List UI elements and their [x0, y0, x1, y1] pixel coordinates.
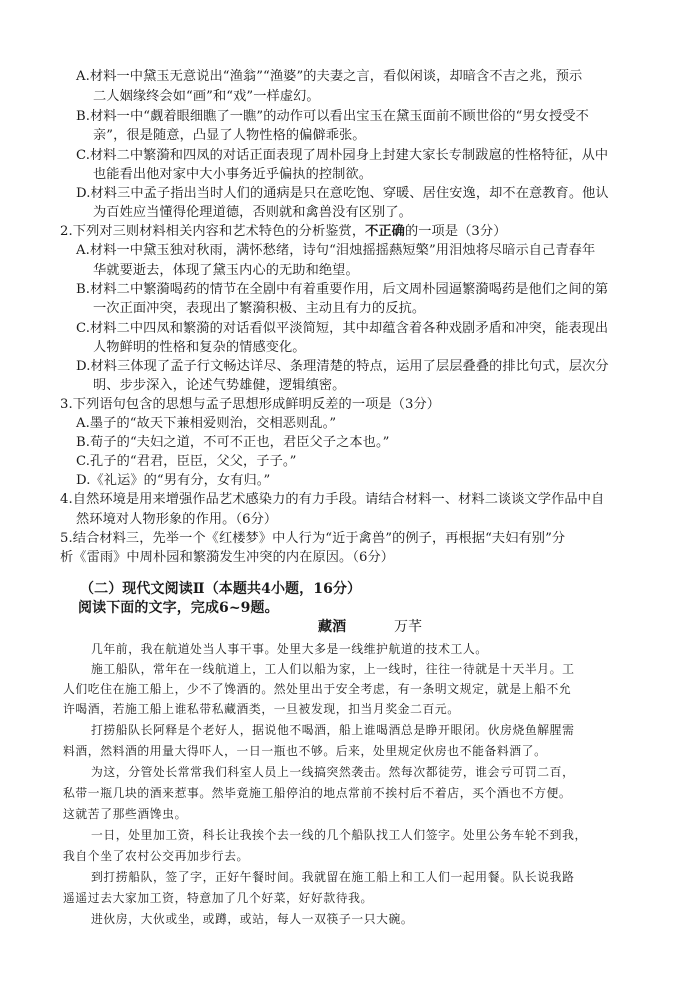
q3-option-c: C.孔子的“君君，臣臣，父父，子子。” [76, 454, 297, 469]
story-paragraph-4-line2: 私带一瓶几块的酒来惹事。然毕竟施工船停泊的地点常前不挨村后不着店，买个酒也不方便。 [63, 786, 572, 800]
q2-option-a-line1: A.材料一中黛玉独对秋雨，满怀愁绪，诗句“泪烛摇摇爇短檠”用泪烛将尽暗示自己青春年 [76, 243, 596, 258]
section-instruction: 阅读下面的文字，完成6~9题。 [78, 600, 279, 616]
q4-line1: 4.自然环境是用来增强作品艺术感染力的有力手段。请结合材料一、材料二谈谈文学作品中自 [60, 492, 605, 507]
q2-stem [60, 223, 507, 241]
story-paragraph-6-line2: 遥遥过去大家加工资，特意加了几个好菜，好好款待我。 [63, 891, 373, 905]
q2-option-d-line2: 明、步步深入，论述气势雄健，逻辑缜密。 [93, 378, 346, 393]
story-paragraph-4-line3: 这就苦了那些酒馋虫。 [63, 807, 187, 821]
q2-stem-a: 2.下列对三则材料相关内容和艺术特色的分析鉴赏， [60, 224, 366, 239]
story-title: 藏酒 [318, 619, 347, 635]
section-heading: （二）现代文阅读Ⅱ（本题共4小题，16分） [80, 581, 362, 597]
q2-option-d-line1: D.材料三体现了孟子行文畅达详尽、条理清楚的特点，运用了层层叠叠的排比句式，层次分 [76, 359, 609, 374]
q5-line2: 析《雷雨》中周朴园和繁漪发生冲突的内在原因。（6分） [60, 550, 395, 565]
q2-option-b-line1: B.材料二中繁漪喝药的情节在全剧中有着重要作用，后文周朴园逼繁漪喝药是他们之间的第 [76, 282, 609, 297]
story-paragraph-6-line1: 到打捞船队，签了字，正好午餐时间。我就留在施工船上和工人们一起用餐。队长说我路 [91, 870, 575, 884]
story-paragraph-2-line2: 人们吃住在施工船上，少不了馋酒的。然处里出于安全考虑，有一条明文规定，就是上船不允 [63, 682, 572, 696]
q2-option-b-line2: 一次正面冲突，表现出了繁漪积极、主动且有力的反抗。 [93, 301, 426, 316]
q3-option-d: D.《礼运》的“男有分，女有归。” [76, 473, 271, 488]
q2-option-c-line2: 人物鲜明的性格和复杂的情感变化。 [93, 340, 306, 355]
story-paragraph-4-line1: 为这，分管处长常常我们科室人员上一线搞突然袭击。然每次都徒劳，谁会亏可罚二百， [91, 765, 575, 779]
q1-option-b-line2: 亲”，很是随意，凸显了人物性格的偏僻乖张。 [93, 128, 366, 143]
q1-option-d-line1: D.材料三中孟子指出当时人们的通病是只在意吃饱、穿暖、居住安逸，却不在意教育。他认 [76, 186, 609, 201]
story-paragraph-5-line2: 我自个坐了农村公交再加步行去。 [63, 849, 249, 863]
q5-line1: 5.结合材料三，先举一个《红楼梦》中人行为“近于禽兽”的例子，再根据“夫妇有别”分 [60, 531, 566, 546]
q1-option-c-line1: C.材料二中繁漪和四凤的对话正面表现了周朴园身上封建大家长专制跋扈的性格特征，从中 [76, 148, 609, 163]
story-paragraph-1: 几年前，我在航道处当人事干事。处里大多是一线维护航道的技术工人。 [91, 642, 488, 656]
story-paragraph-2-line1: 施工船队，常年在一线航道上，工人们以船为家，上一线时，往往一待就是十天半月。工 [91, 662, 575, 676]
story-author: 万芊 [394, 619, 423, 635]
q1-option-c-line2: 也能看出他对家中大小事务近乎偏执的控制欲。 [93, 167, 373, 182]
q2-stem-c: 的一项是（3分） [404, 224, 507, 239]
story-paragraph-2-line3: 许喝酒，若施工船上谁私带私藏酒类，一旦被发现，扣当月奖金二百元。 [63, 702, 460, 716]
q3-stem: 3.下列语句包含的思想与孟子思想形成鲜明反差的一项是（3分） [60, 397, 441, 412]
q2-option-c-line1: C.材料二中四凤和繁漪的对话看似平淡简短，其中却蕴含着各种戏剧矛盾和冲突，能表现出 [76, 321, 609, 336]
q2-stem-emphasis: 不正确 [365, 224, 405, 239]
q1-option-a-line2: 二人姻缘终会如“画”和“戏”一样虚幻。 [93, 89, 320, 104]
story-paragraph-3-line1: 打捞船队长阿释是个老好人，据说他不喝酒，船上谁喝酒总是睁开眼闭。伙房烧鱼解腥需 [91, 723, 575, 737]
story-paragraph-3-line2: 料酒，然料酒的用量大得吓人，一日一瓶也不够。后来，处里规定伙房也不能备料酒了。 [63, 744, 547, 758]
q1-option-b-line1: B.材料一中“觑着眼细瞧了一瞧”的动作可以看出宝玉在黛玉面前不顾世俗的“男女授受不 [76, 109, 589, 124]
q3-option-a: A.墨子的“故天下兼相爱则治，交相恶则乱。” [76, 416, 337, 431]
story-paragraph-7: 进伙房，大伙或坐，或蹲，或站，每人一双筷子一只大碗。 [91, 912, 414, 926]
q1-option-d-line2: 为百姓应当懂得伦理道德，否则就和禽兽没有区别了。 [93, 205, 412, 220]
q4-line2: 然环境对人物形象的作用。（6分） [76, 512, 278, 527]
story-paragraph-5-line1: 一日，处里加工资，科长让我挨个去一线的几个船队找工人们签字。处里公务车轮不到我， [91, 828, 587, 842]
q2-option-a-line2: 华就要逝去，体现了黛玉内心的无助和绝望。 [93, 263, 359, 278]
q3-option-b: B.荀子的“夫妇之道，不可不正也，君臣父子之本也。” [76, 435, 390, 450]
q1-option-a-line1: A.材料一中黛玉无意说出“渔翁”“渔婆”的夫妻之言，看似闲谈，却暗含不吉之兆，预示 [76, 69, 583, 84]
